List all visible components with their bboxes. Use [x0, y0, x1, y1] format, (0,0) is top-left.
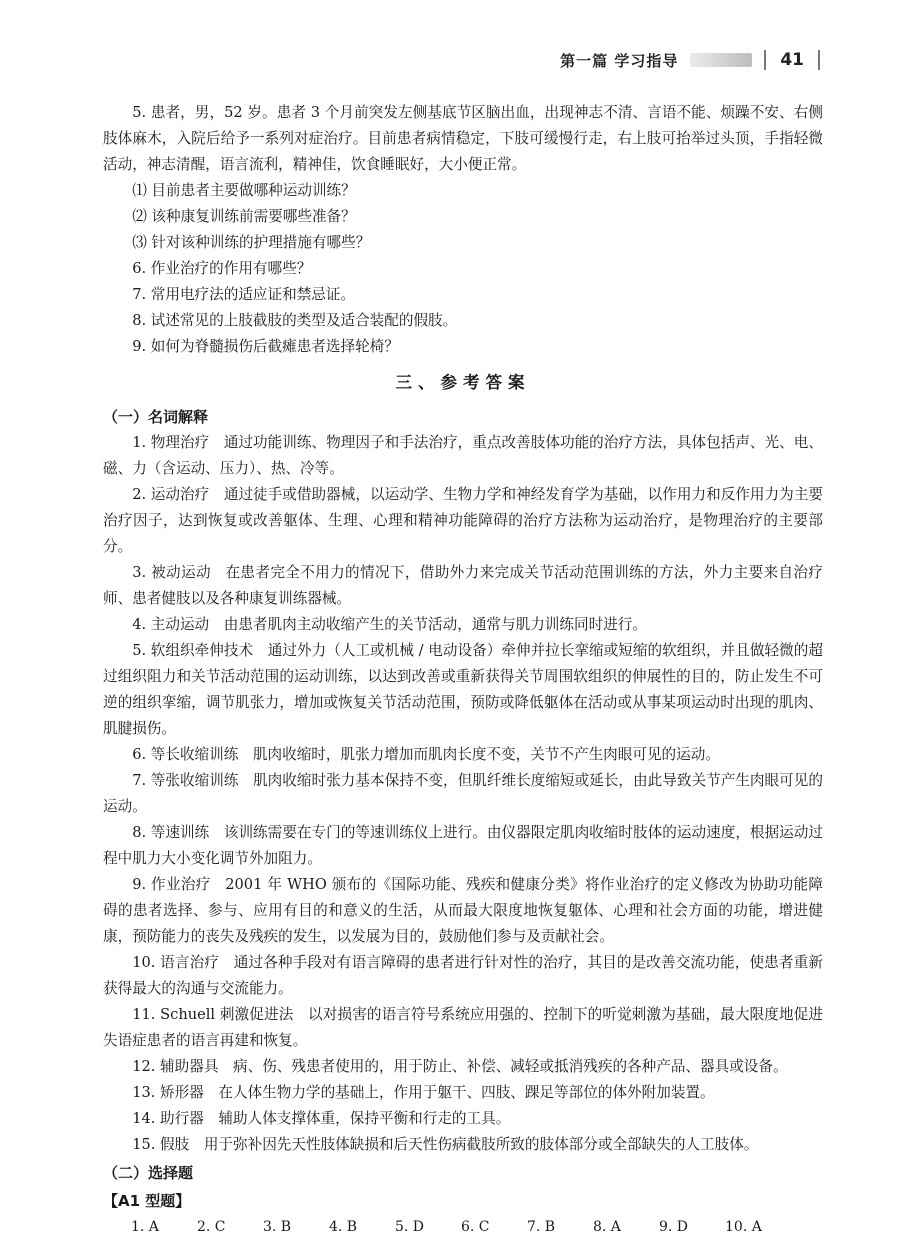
- answer-item: 2. C: [197, 1219, 226, 1235]
- definition-term: 13. 矫形器: [132, 1084, 204, 1101]
- definitions-heading: （一）名词解释: [103, 408, 209, 426]
- definition-text: 2001 年 WHO 颁布的《国际功能、残疾和健康分类》将作业治疗的定义修改为协助功能障碍的患者选择、参与、应用有目的和意义的生活，从而最大限度地恢复躯体、心理和社会方面的功能，增进健康，预防能力的丧失及残疾的发生，以发展为目的，鼓励他们参与及贡献社会。: [103, 876, 823, 945]
- answer-item: 7. B: [527, 1219, 556, 1235]
- definition-item: [103, 560, 823, 612]
- section-title: 三、参考答案: [395, 373, 531, 392]
- definition-term: 7. 等张收缩训练: [132, 772, 239, 789]
- question-8: 8. 试述常见的上肢截肢的类型及适合装配的假肢。: [132, 312, 458, 329]
- definition-text: 该训练需要在专门的等速训练仪上进行。由仪器限定肌肉收缩时肢体的运动速度，根据运动过程中肌力大小变化调节外加阻力。: [103, 824, 823, 867]
- definition-item: [103, 872, 823, 950]
- definition-text: 由患者肌肉主动收缩产生的关节活动，通常与肌力训练同时进行。: [223, 616, 647, 633]
- definition-item: [103, 482, 823, 560]
- definition-item: [103, 742, 823, 768]
- definition-text: 在人体生物力学的基础上，作用于躯干、四肢、踝足等部位的体外附加装置。: [218, 1084, 715, 1101]
- definition-item: [103, 1054, 823, 1080]
- definition-text: 通过外力（人工或机械 / 电动设备）牵伸并拉长挛缩或短缩的软组织，并且做轻微的超过组织阻力和关节活动范围的运动训练，以达到改善或重新获得关节周围软组织的伸展性的目的，防止发生不可逆的组织挛缩，调节肌张力，增加或恢复关节活动范围，预防或降低躯体在活动或从事某项运动时出现的肌肉、肌腱损伤。: [103, 642, 823, 737]
- definition-text: 辅助人体支撑体重，保持平衡和行走的工具。: [218, 1110, 511, 1127]
- definition-item: [103, 768, 823, 820]
- definition-text: 以对损害的语言符号系统应用强的、控制下的听觉刺激为基础，最大限度地促进失语症患者的语言再建和恢复。: [103, 1006, 823, 1049]
- definition-term: 9. 作业治疗: [132, 876, 211, 893]
- definition-term: 12. 辅助器具: [132, 1058, 219, 1075]
- definition-item: [103, 950, 823, 1002]
- header-divider: [764, 50, 766, 70]
- definition-item: [103, 820, 823, 872]
- definition-term: 1. 物理治疗: [132, 434, 210, 451]
- definition-term: 3. 被动运动: [132, 564, 211, 581]
- page-number: 41: [780, 50, 804, 70]
- answer-item: 8. A: [593, 1219, 621, 1235]
- question-5-3: ⑶ 针对该种训练的护理措施有哪些？: [132, 234, 371, 251]
- question-6: 6. 作业治疗的作用有哪些？: [132, 260, 312, 277]
- definition-term: 8. 等速训练: [132, 824, 210, 841]
- definition-item: [103, 1002, 823, 1054]
- answer-item: 6. C: [461, 1219, 490, 1235]
- definition-item: [103, 612, 823, 638]
- definition-term: 5. 软组织牵伸技术: [132, 642, 254, 659]
- question-5-2: ⑵ 该种康复训练前需要哪些准备？: [132, 208, 356, 225]
- answer-item: 3. B: [263, 1219, 292, 1235]
- definition-text: 在患者完全不用力的情况下，借助外力来完成关节活动范围训练的方法，外力主要来自治疗师、患者健肢以及各种康复训练器械。: [103, 564, 823, 607]
- definition-item: [103, 430, 823, 482]
- definition-text: 用于弥补因先天性肢体缺损和后天性伤病截肢所致的肢体部分或全部缺失的人工肢体。: [203, 1136, 759, 1153]
- definition-text: 肌肉收缩时，肌张力增加而肌肉长度不变，关节不产生肉眼可见的运动。: [252, 746, 720, 763]
- definition-item: [103, 1106, 823, 1132]
- header-divider-right: [818, 50, 820, 70]
- question-9: 9. 如何为脊髓损伤后截瘫患者选择轮椅？: [132, 338, 399, 355]
- definition-term: 11. Schuell 刺激促进法: [132, 1006, 294, 1023]
- definition-text: 通过各种手段对有语言障碍的患者进行针对性的治疗，其目的是改善交流功能，使患者重新获得最大的沟通与交流能力。: [103, 954, 823, 997]
- definition-item: [103, 638, 823, 742]
- question-5-1: ⑴ 目前患者主要做哪种运动训练？: [132, 182, 356, 199]
- definition-item: [103, 1080, 823, 1106]
- answer-item: 1. A: [131, 1219, 159, 1235]
- chapter-title: 第一篇 学习指导: [560, 51, 679, 70]
- definition-text: 肌肉收缩时张力基本保持不变，但肌纤维长度缩短或延长，由此导致关节产生肉眼可见的运动。: [103, 772, 823, 815]
- page-body: [103, 100, 823, 1240]
- answer-item: 5. D: [395, 1219, 425, 1235]
- answer-item: 9. D: [659, 1219, 689, 1235]
- answer-item: 4. B: [329, 1219, 358, 1235]
- definition-text: 通过功能训练、物理因子和手法治疗，重点改善肢体功能的治疗方法，具体包括声、光、电、磁、力（含运动、压力）、热、冷等。: [103, 434, 823, 477]
- definition-term: 4. 主动运动: [132, 616, 210, 633]
- definition-text: 病、伤、残患者使用的，用于防止、补偿、减轻或抵消残疾的各种产品、器具或设备。: [233, 1058, 788, 1075]
- choice-heading: （二）选择题: [103, 1164, 194, 1182]
- running-header: [560, 46, 820, 74]
- definition-item: [103, 1132, 823, 1158]
- definition-term: 10. 语言治疗: [132, 954, 220, 971]
- question-7: 7. 常用电疗法的适应证和禁忌证。: [132, 286, 356, 303]
- definition-term: 14. 助行器: [132, 1110, 204, 1127]
- answer-item: 10. A: [725, 1219, 762, 1235]
- definition-term: 15. 假肢: [132, 1136, 190, 1153]
- definition-term: 2. 运动治疗: [132, 486, 210, 503]
- answer-row: [103, 1214, 823, 1240]
- header-decor-bar: [690, 53, 752, 67]
- definition-term: 6. 等长收缩训练: [132, 746, 239, 763]
- definition-text: 通过徒手或借助器械，以运动学、生物力学和神经发育学为基础，以作用力和反作用力为主要治疗因子，达到恢复或改善躯体、生理、心理和精神功能障碍的治疗方法称为运动治疗，是物理治疗的主要部分。: [103, 486, 823, 555]
- a1-type-heading: 【A1 型题】: [103, 1192, 191, 1210]
- question-5: 5. 患者，男，52 岁。患者 3 个月前突发左侧基底节区脑出血，出现神志不清、言语不能、烦躁不安、右侧肢体麻木，入院后给予一系列对症治疗。目前患者病情稳定，下肢可缓慢行走，右上肢可抬举过头顶，手指轻微活动，神志清醒，语言流利，精神佳，饮食睡眠好，大小便正常。: [103, 104, 823, 173]
